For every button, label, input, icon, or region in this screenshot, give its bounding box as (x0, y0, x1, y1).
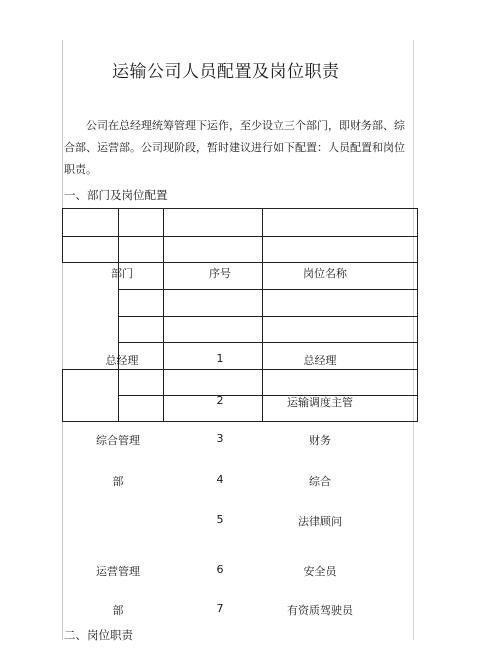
intro-paragraph: 公司在总经理统筹管理下运作，至少设立三个部门，即财务部、综合部、运营部。公司现阶段，暂时建议进行如下配置：人员配置和岗位职责。 (64, 119, 405, 176)
table-rule (62, 369, 63, 421)
table-rule (118, 208, 119, 421)
table-cell-dept: 综合管理 (96, 434, 140, 447)
page-left-edge (62, 40, 63, 640)
table-rule (417, 208, 418, 421)
table-rule (62, 369, 418, 370)
table-cell-dept: 运营管理 (96, 565, 140, 578)
table-rule (62, 208, 63, 262)
table-cell-dept: 总经理 (105, 354, 139, 367)
table-cell-post: 法律顾问 (298, 515, 342, 528)
table-cell-post: 综合 (309, 475, 331, 488)
table-cell-post: 有资质驾驶员 (287, 604, 353, 617)
table-cell-post: 安全员 (303, 565, 337, 578)
table-cell-seq: 7 (216, 602, 224, 615)
header-post: 岗位名称 (303, 267, 347, 280)
table-cell-seq: 3 (216, 432, 224, 445)
section-heading-duties: 二、岗位职责 (64, 628, 133, 642)
header-seq: 序号 (209, 267, 231, 280)
section-heading-positions: 一、部门及岗位配置 (64, 188, 168, 202)
table-cell-dept: 部 (112, 604, 124, 617)
table-cell-seq: 1 (216, 352, 224, 365)
page-right-edge (413, 40, 414, 640)
table-rule (262, 208, 263, 421)
table-rule (62, 262, 418, 263)
table-cell-seq: 4 (216, 473, 224, 486)
table-cell-seq: 5 (216, 513, 224, 526)
table-cell-post: 财务 (309, 434, 331, 447)
table-cell-seq: 2 (216, 394, 224, 407)
table-cell-seq: 6 (216, 563, 224, 576)
table-rule (62, 421, 418, 422)
table-rule (163, 208, 164, 421)
table-cell-post: 运输调度主管 (287, 396, 353, 409)
header-dept: 部门 (111, 267, 133, 280)
table-cell-post: 总经理 (303, 354, 337, 367)
table-rule (62, 208, 418, 209)
table-cell-dept: 部 (112, 475, 124, 488)
document-title: 运输公司人员配置及岗位职责 (112, 62, 340, 82)
table-rule (62, 236, 418, 237)
